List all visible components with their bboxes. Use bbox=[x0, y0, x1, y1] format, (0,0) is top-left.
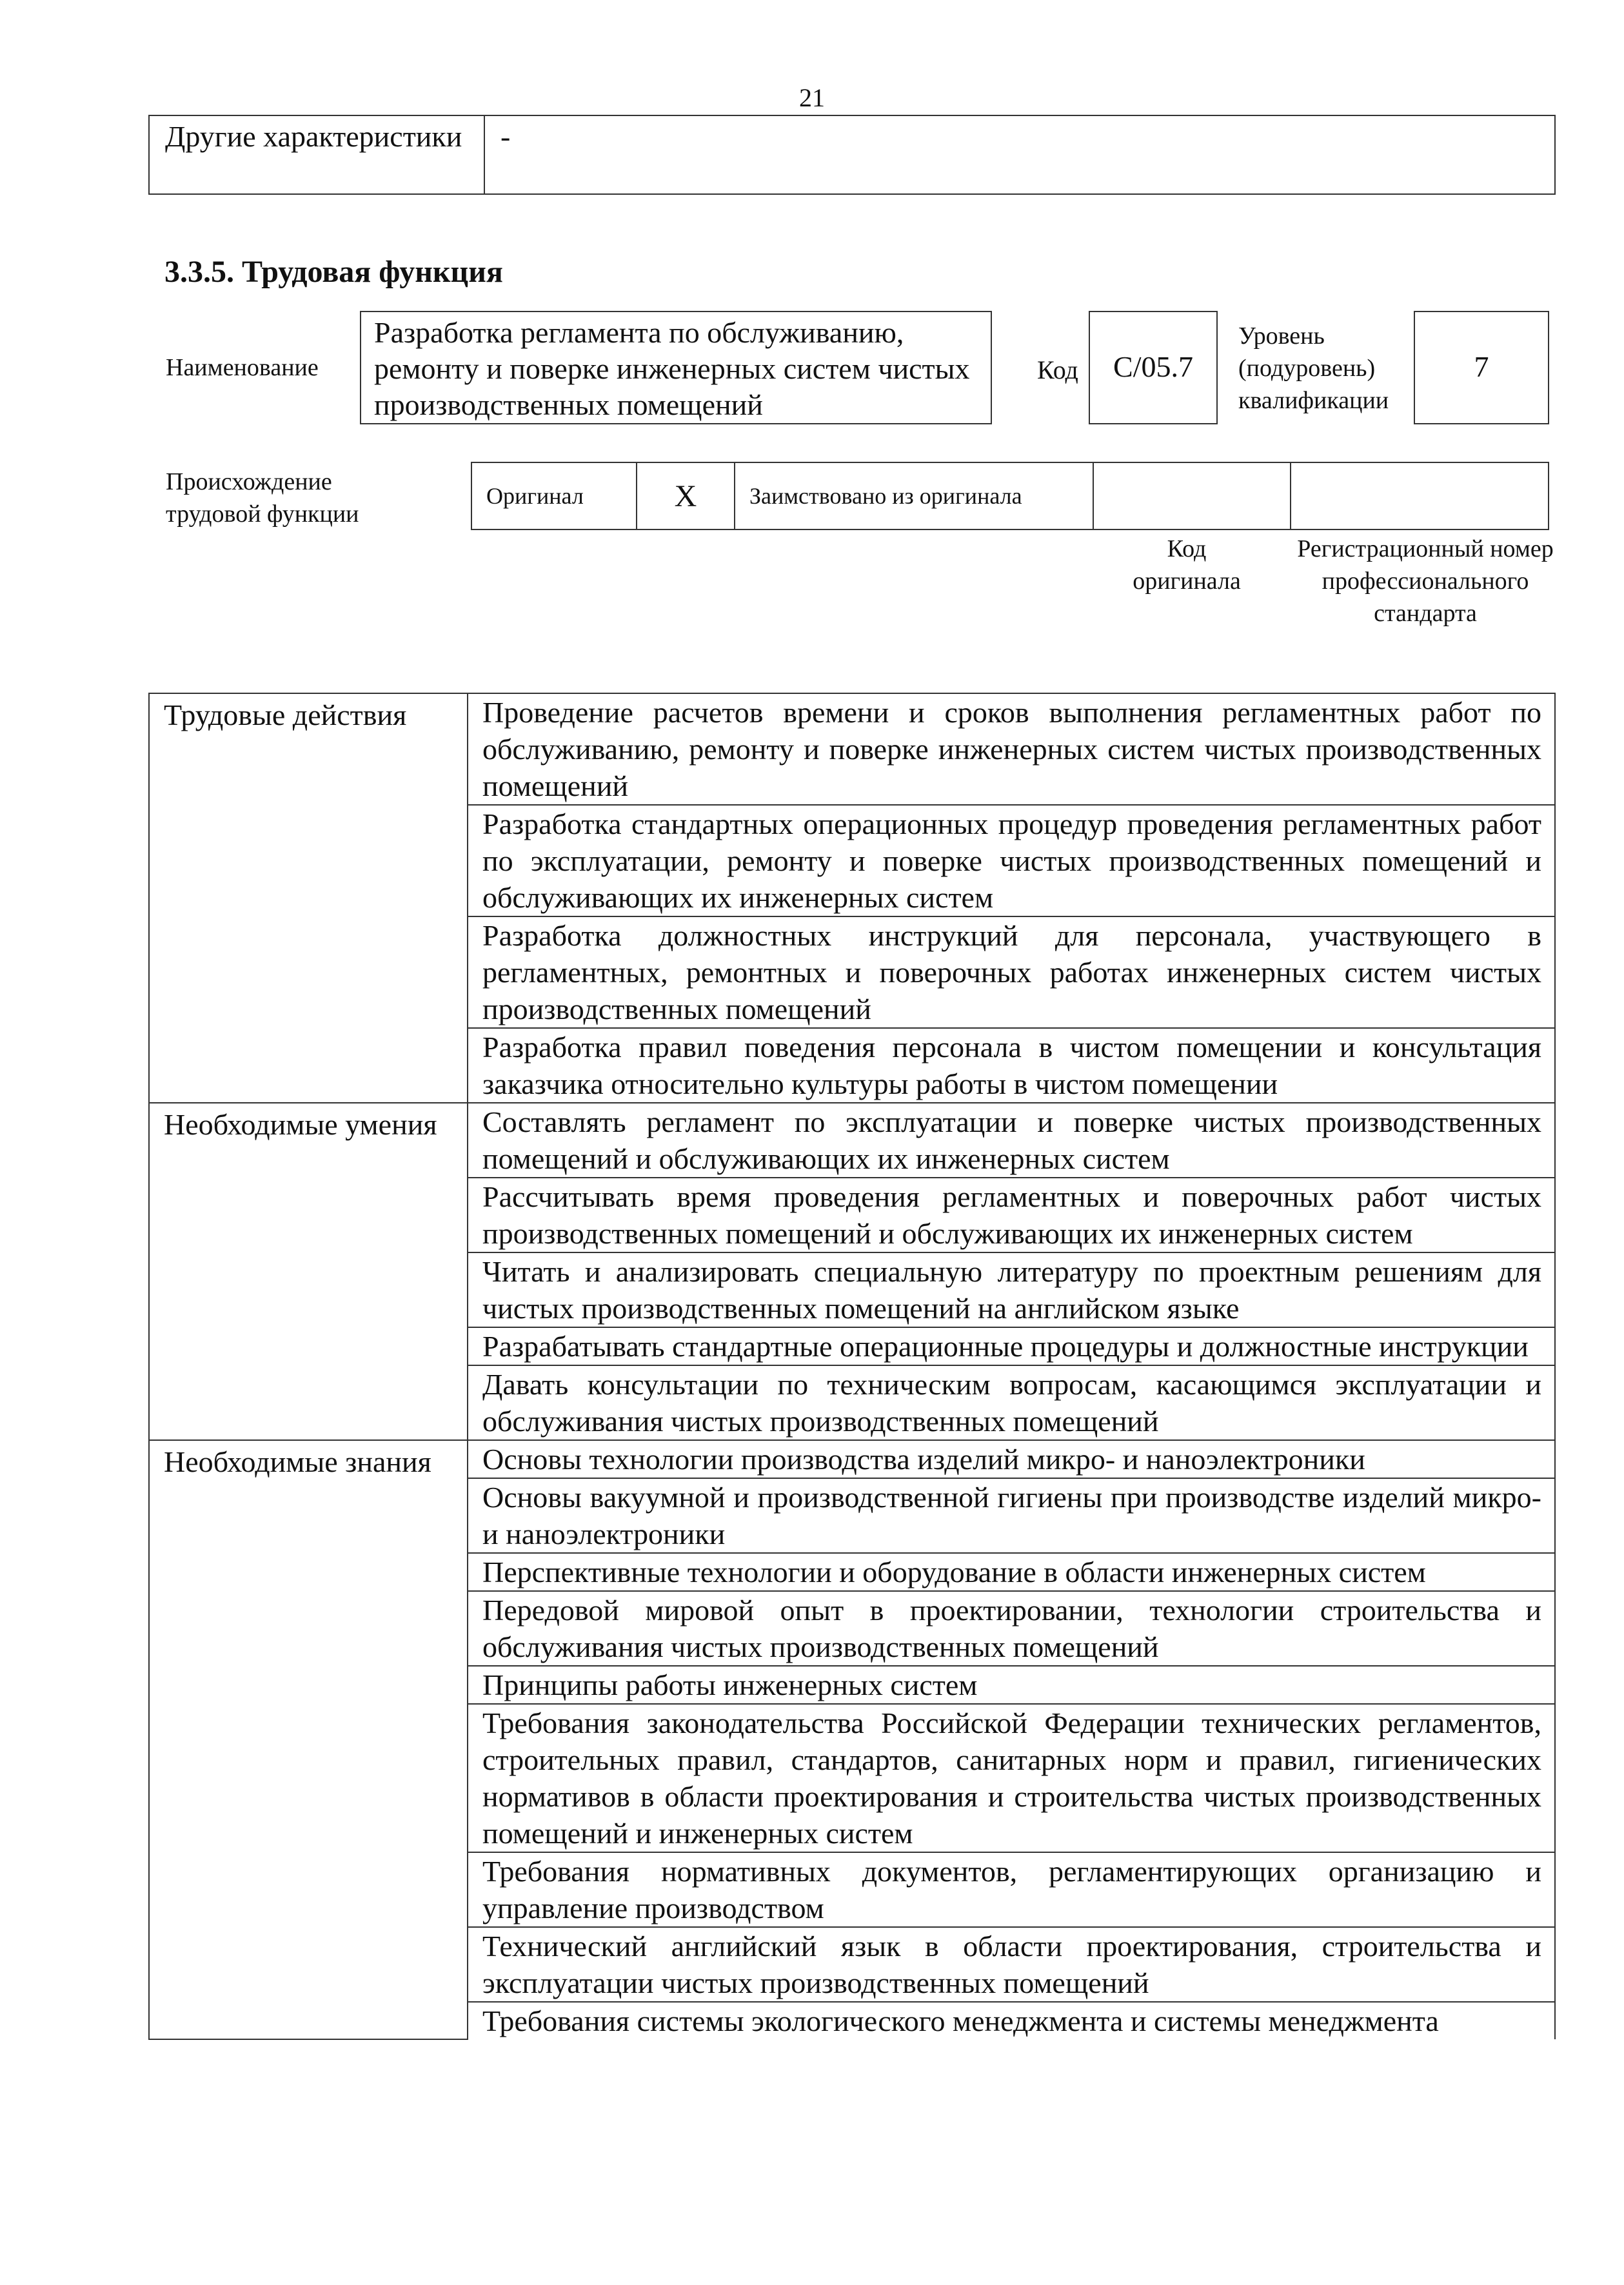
section-item: Читать и анализировать специальную литературу по проектным решениям для чистых производственных помещений на английском языке bbox=[468, 1252, 1555, 1327]
other-characteristics-value: - bbox=[484, 115, 1555, 194]
table-row bbox=[149, 1103, 1555, 1178]
section-item: Разработка должностных инструкций для персонала, участвующего в регламентных, ремонтных и поверочных работах инженерных систем чистых производственных помещений bbox=[468, 916, 1555, 1028]
section-item: Проведение расчетов времени и сроков выполнения регламентных работ по обслуживанию, ремонту и поверке инженерных систем чистых производственных помещений bbox=[468, 693, 1555, 805]
other-characteristics-label: Другие характеристики bbox=[149, 115, 484, 194]
section-heading: 3.3.5. Трудовая функция bbox=[164, 255, 503, 289]
original-label: Оригинал bbox=[471, 462, 637, 529]
section-item: Перспективные технологии и оборудование в области инженерных систем bbox=[468, 1553, 1555, 1591]
section-item: Передовой мировой опыт в проектировании, технологии строительства и обслуживания чистых производственных помещений bbox=[468, 1591, 1555, 1666]
registration-number-cell bbox=[1291, 462, 1549, 529]
section-item: Рассчитывать время проведения регламентных и поверочных работ чистых производственных помещений и обслуживающих их инженерных систем bbox=[468, 1178, 1555, 1252]
section-item: Основы вакуумной и производственной гигиены при производстве изделий микро- и наноэлектроники bbox=[468, 1478, 1555, 1553]
origin-table bbox=[471, 462, 1549, 530]
section-item: Требования системы экологического менеджмента и системы менеджмента bbox=[468, 2002, 1555, 2039]
section-title: Необходимые знания bbox=[149, 1440, 468, 2039]
section-item: Основы технологии производства изделий микро- и наноэлектроники bbox=[468, 1440, 1555, 1478]
section-title: Необходимые умения bbox=[149, 1103, 468, 1440]
original-code-caption: Код оригинала bbox=[1133, 535, 1241, 595]
table-row bbox=[149, 693, 1555, 805]
borrowed-label: Заимствовано из оригинала bbox=[735, 462, 1093, 529]
section-item: Разработка правил поведения персонала в чистом помещении и консультация заказчика относительно культуры работы в чистом помещении bbox=[468, 1028, 1555, 1103]
origin-label-text: Происхождение трудовой функции bbox=[166, 468, 359, 528]
level-label bbox=[1238, 320, 1400, 417]
section-item: Требования законодательства Российской Федерации технических регламентов, строительных правил, стандартов, санитарных норм и правил, гигиенических нормативов в области проектирования и строительства чистых производственных помещений и инженерных систем bbox=[468, 1704, 1555, 1852]
section-item: Технический английский язык в области проектирования, строительства и эксплуатации чистых производственных помещений bbox=[468, 1927, 1555, 2002]
level-label-text: Уровень (подуровень) квалификации bbox=[1238, 322, 1389, 414]
section-item: Принципы работы инженерных систем bbox=[468, 1666, 1555, 1704]
competency-table bbox=[148, 693, 1556, 2040]
table-row bbox=[149, 1440, 1555, 1478]
original-code-cell bbox=[1093, 462, 1291, 529]
origin-label bbox=[166, 466, 411, 530]
section-item: Давать консультации по техническим вопросам, касающимся эксплуатации и обслуживания чистых производственных помещений bbox=[468, 1365, 1555, 1440]
section-item: Разрабатывать стандартные операционные процедуры и должностные инструкции bbox=[468, 1327, 1555, 1365]
code-label: Код bbox=[1037, 355, 1078, 384]
function-name: Разработка регламента по обслуживанию, ремонту и поверке инженерных систем чистых производственных помещений bbox=[360, 311, 992, 424]
name-label: Наименование bbox=[166, 354, 319, 381]
registration-number-caption: Регистрационный номер профессионального стандарта bbox=[1297, 535, 1554, 627]
section-item: Составлять регламент по эксплуатации и поверке чистых производственных помещений и обслуживающих их инженерных систем bbox=[468, 1103, 1555, 1178]
section-item: Требования нормативных документов, регламентирующих организацию и управление производством bbox=[468, 1852, 1555, 1927]
function-code: C/05.7 bbox=[1089, 311, 1218, 424]
original-mark: X bbox=[637, 462, 735, 529]
qualification-level: 7 bbox=[1414, 311, 1549, 424]
section-item: Разработка стандартных операционных процедур проведения регламентных работ по эксплуатации, ремонту и поверке чистых производственных помещений и обслуживающих их инженерных систем bbox=[468, 805, 1555, 916]
section-title: Трудовые действия bbox=[149, 693, 468, 1103]
other-characteristics-table bbox=[148, 115, 1556, 195]
page-number: 21 bbox=[799, 83, 825, 112]
